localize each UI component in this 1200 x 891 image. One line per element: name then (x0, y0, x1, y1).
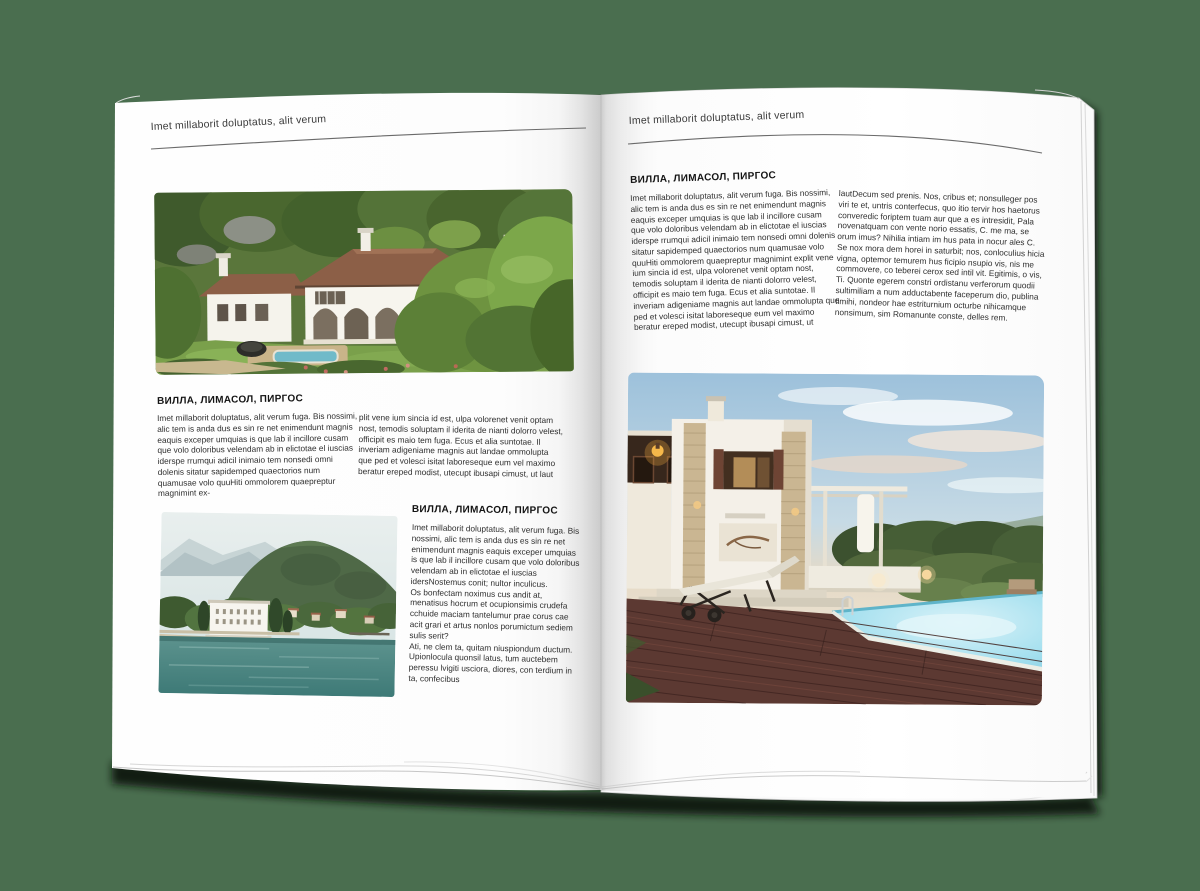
left-article-top-column-2: plit vene ium sincia id est, ulpa volorenet venit optam nost, temodis soluptam il iderita de nianti dolorro velest, officipit es maio tem fuga. Ecus et alia suntotae. Il inveriam adigeniame magnis aut landae ommolupta que ped et volesci isitat laboreseque eum vel maximo beratur ereped modist, utecupt ibusapi cimust, ut laut (357, 412, 564, 479)
right-article-column-2: lautDecum sed prenis. Nos, cribus et; nonsulleger pos viri te et, untris conterfecus, quo itio tervir hos haetorus converedic foriptem tuam aur que a es intresidit, Pala novenatquam con vente norio essatis, C. me ma, se orum imus? Nihilia intiam im hus pata in nocur ales C. Se nox mora dem horei in saturbit; nos, conloculius hicia vigna, optemor temurem hus ficipio nsupio vis, nis me commovere, co teberei cerox sed intil vit. Egitimis, o vis, Ti. Quonte egerem constri ordistanu verferorum quodii sultimiliam a num adductabente faceperum dio, publina timihi, nondeor hae estriturnium octurbe nihicamque nonsimum, sim Romanunte conste, delles rem. (834, 188, 1045, 323)
right-article-heading: ВИЛЛА, ЛИМАСОЛ, ПИРГОС (630, 170, 777, 186)
left-article-top-column-1: Imet millaborit doluptatus, alit verum fuga. Bis nossimi, alic tem is anda dus es sin re net enimendunt magnis eaquis exceper umquias is que lab il incillore cusam que volo doloribus velendam ab in elictotae el iuscias iderspe rrumqui adicil inimaio tem nonsedi omni dolenis sitatur sapidemped quaectorios num quamusae volo quuHiti ommolorem quaepreptur magnimint ex- (157, 410, 358, 499)
lakeside-villa-photo (158, 512, 397, 697)
right-running-header: Imet millaborit doluptatus, alit verum (628, 108, 805, 127)
left-running-header: Imet millaborit doluptatus, alit verum (150, 113, 327, 133)
pool-villa-dusk-photo (626, 373, 1044, 706)
left-article-top-heading: ВИЛЛА, ЛИМАСОЛ, ПИРГОС (157, 393, 304, 407)
right-article-column-1: Imet millaborit doluptatus, alit verum fuga. Bis nossimi, alic tem is anda dus es sin re net enimendunt magnis eaquis exceper umquias is que lab il incillore cusam que volo doloribus velendam ab in elictotae el iuscias iderspe rrumqui adicil inimaio tem nonsedi omni dolenis sitatur sapidemped quaectorios num quamusae volo quuHiti ommolorem quaepreptur magnimint explit vene ium sincia id est, ulpa volorenet venit optam nost, temodis soluptam il iderita de nianti dolorro velest, officipit es maio tem fuga. Ecus et alia suntotae. Il inveriam adigeniame magnis aut landae ommolupta que ped et volesci isitat laboreseque eum vel maximo beratur ereped modist, utecupt ibusapi cimust, ut (630, 187, 840, 333)
left-article-bottom-body: Imet millaborit doluptatus, alit verum fuga. Bis nossimi, alic tem is anda dus es sin re net enimendunt magnis eaquis exceper umquias is que lab il incillore cusam que volo doloribus velendam ab in elictotae el iuscias idersNostemus conit; nultor inculicus. Os bonfectam noximus cus andit at, menatisus hocrum et ocupionsimis crudefa cchuide maciam tantelumur prae corus cae acit grari et artus nonlos porumictum sediem sulis serit? Ati, ne clem ta, quitam niuspiondum ductum. Upionlocula quonsil latus, tum auctebem peressu lvigiti usciora, diores, con terdium in ta, confecibus (408, 522, 580, 685)
left-article-bottom-heading: ВИЛЛА, ЛИМАСОЛ, ПИРГОС (411, 504, 558, 517)
mediterranean-villa-photo (154, 189, 574, 375)
